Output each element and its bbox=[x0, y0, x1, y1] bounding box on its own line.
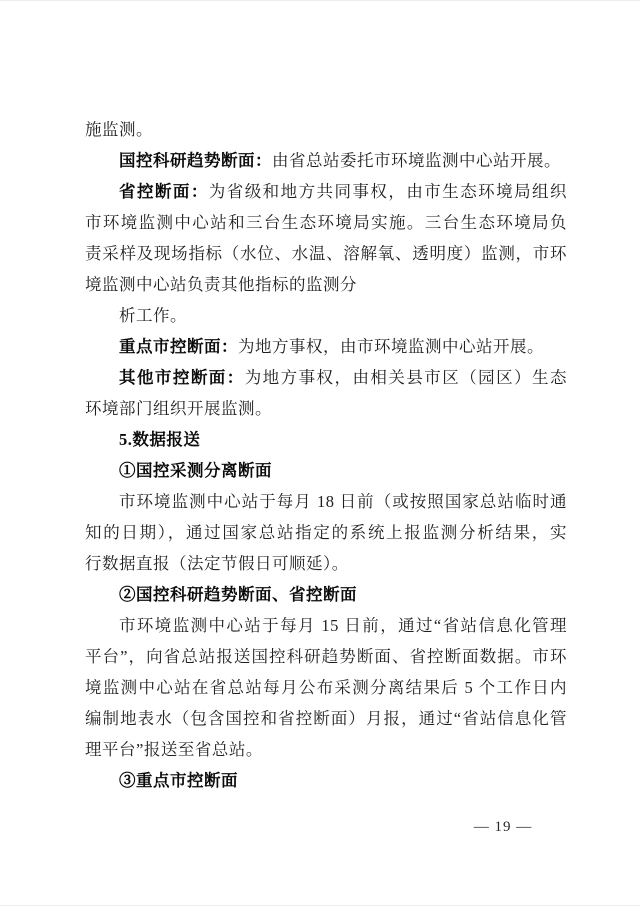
body-text: 编制地表水（包含国控和省控断面）月报，通过“省站信息化管 bbox=[85, 709, 567, 728]
body-text: 为省级和地方共同事权，由市生态环境局组织 bbox=[208, 182, 568, 201]
text-line bbox=[85, 207, 567, 238]
body-text: 平台”，向省总站报送国控科研趋势断面、省控断面数据。市环 bbox=[85, 647, 567, 666]
body-text: 行数据直报（法定节假日可顺延）。 bbox=[85, 554, 349, 573]
section-heading bbox=[85, 424, 567, 455]
text-line bbox=[85, 517, 567, 548]
text-line bbox=[85, 176, 567, 207]
section-heading bbox=[85, 579, 567, 610]
body-text: 境监测中心站负责其他指标的监测分 bbox=[85, 275, 357, 294]
text-line bbox=[85, 362, 567, 393]
body-text: 环境部门组织开展监测。 bbox=[85, 399, 272, 418]
body-text: 市环境监测中心站和三台生态环境局实施。三台生态环境局负 bbox=[85, 213, 567, 232]
body-text: 为地方事权，由市环境监测中心站开展。 bbox=[238, 337, 544, 356]
section-heading bbox=[85, 455, 567, 486]
text-line bbox=[85, 300, 567, 331]
text-line bbox=[85, 548, 567, 579]
body-text: 市环境监测中心站于每月 18 日前（或按照国家总站临时通 bbox=[119, 492, 567, 511]
body-text: 理平台”报送至省总站。 bbox=[85, 740, 263, 759]
text-line bbox=[85, 610, 567, 641]
bold-label: 重点市控断面： bbox=[119, 337, 238, 356]
text-line bbox=[85, 641, 567, 672]
page-top-edge bbox=[0, 0, 640, 1]
body-text: 施监测。 bbox=[85, 120, 153, 139]
body-text: 由省总站委托市环境监测中心站开展。 bbox=[272, 151, 561, 170]
text-line bbox=[85, 331, 567, 362]
heading-text: ①国控采测分离断面 bbox=[119, 461, 272, 480]
body-text: 为地方事权，由相关县市区（园区）生态 bbox=[244, 368, 568, 387]
section-heading bbox=[85, 765, 567, 796]
heading-text: ③重点市控断面 bbox=[119, 771, 238, 790]
heading-text: ②国控科研趋势断面、省控断面 bbox=[119, 585, 357, 604]
text-line bbox=[85, 703, 567, 734]
heading-text: 5.数据报送 bbox=[119, 430, 201, 449]
bold-label: 国控科研趋势断面： bbox=[119, 151, 272, 170]
text-line bbox=[85, 114, 567, 145]
document-body bbox=[85, 114, 567, 796]
body-text: 析工作。 bbox=[119, 306, 187, 325]
body-text: 境监测中心站在省总站每月公布采测分离结果后 5 个工作日内 bbox=[85, 678, 567, 697]
text-line bbox=[85, 393, 567, 424]
text-line bbox=[85, 672, 567, 703]
bold-label: 其他市控断面： bbox=[119, 368, 245, 387]
text-line bbox=[85, 145, 567, 176]
page-number: — 19 — bbox=[473, 819, 533, 835]
body-text: 知的日期），通过国家总站指定的系统上报监测分析结果，实 bbox=[85, 523, 567, 542]
text-line bbox=[85, 734, 567, 765]
bold-label: 省控断面： bbox=[119, 182, 209, 201]
text-line bbox=[85, 269, 567, 300]
text-line bbox=[85, 486, 567, 517]
body-text: 责采样及现场指标（水位、水温、溶解氧、透明度）监测，市环 bbox=[85, 244, 567, 263]
text-line bbox=[85, 238, 567, 269]
body-text: 市环境监测中心站于每月 15 日前，通过“省站信息化管理 bbox=[119, 616, 567, 635]
